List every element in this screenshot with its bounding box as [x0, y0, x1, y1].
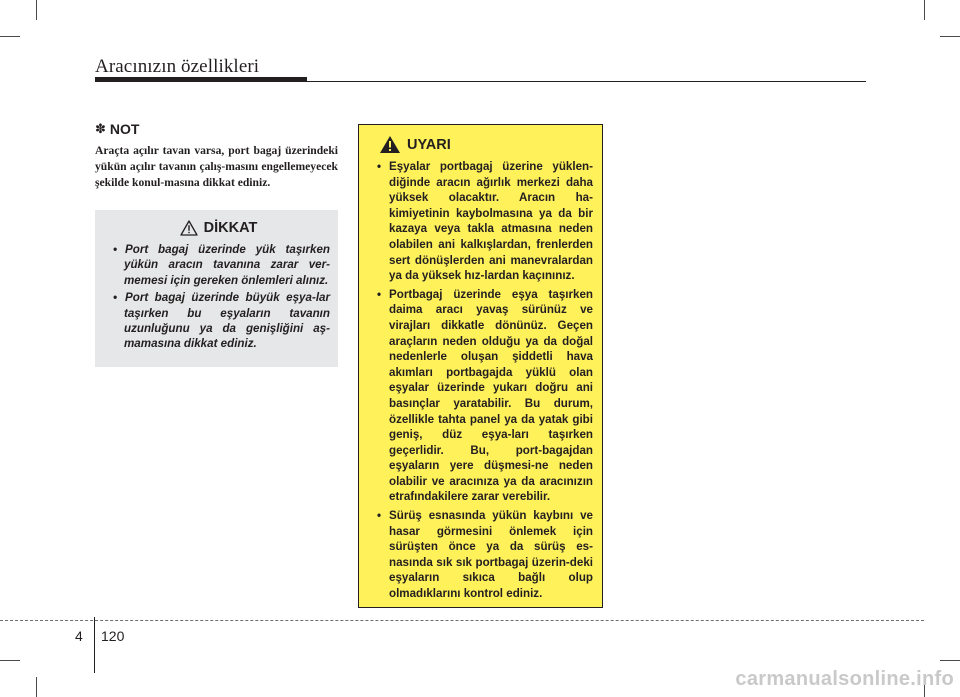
crop-mark: [36, 677, 37, 697]
caution-heading-label: DİKKAT: [203, 220, 258, 236]
crop-mark: [924, 0, 925, 20]
footer-dotted-rule: [0, 620, 924, 621]
caution-box: [95, 210, 338, 367]
crop-mark: [940, 36, 960, 37]
crop-mark: [36, 0, 37, 20]
warning-heading: [369, 135, 593, 154]
footer-divider: [94, 617, 95, 673]
list-item: [369, 287, 593, 505]
list-item: [107, 290, 330, 352]
warning-box: [358, 124, 603, 608]
bullet: •: [377, 160, 382, 173]
bullet: •: [377, 287, 382, 301]
list-item-text: Sürüş esnasında yükün kaybını ve hasar görmesini önlemek için sürüşten önce ya da sürüş es-nasında sık sık portbagaj üzerin-deki eşyaların sıkıca bağlı olup olmadıklarını kontrol ediniz.: [389, 509, 593, 601]
list-item-text: Eşyalar portbagaj üzerine yüklen-diğinde aracın ağırlık merkezi daha yüksek olacaktır. Aracın ha-kimiyetinin kaybolmasına ya da bir kazaya veya takla atmasına neden olabilen ani kalkışlardan, frenlerden sert dönüşlerden ani manevralardan ya da yüksek hız-lardan kaçınınız.: [389, 160, 593, 283]
note-body: Araçta açılır tavan varsa, port bagaj üzerindeki yükün açılır tavanın çalış-masını engellemeyecek şekilde konul-masına dikkat ediniz.: [95, 144, 338, 190]
warning-list: [369, 159, 593, 602]
caution-list: [107, 242, 330, 352]
list-item-text: Port bagaj üzerinde büyük eşya-lar taşırken bu eşyaların tavanın uzunluğunu ya da genişliğini aş-mamasına dikkat ediniz.: [124, 291, 330, 351]
list-item: [369, 508, 593, 602]
section-number: 4: [75, 628, 83, 644]
page-number: 120: [101, 628, 125, 644]
crop-mark: [940, 660, 960, 661]
note-block: [95, 121, 338, 192]
watermark: carmanualsonline.info: [735, 668, 954, 690]
asterisk-icon: ✽: [95, 121, 106, 136]
list-item: [369, 159, 593, 284]
section-title: Aracınızın özellikleri: [95, 56, 260, 77]
note-heading: [95, 121, 338, 137]
bullet: •: [113, 291, 118, 305]
list-item-text: Port bagaj üzerinde yük taşırken yükün aracın tavanına zarar ver-memesi için gereken önlemleri alınız.: [124, 243, 330, 287]
bullet: •: [113, 243, 118, 256]
header-rule-thick: [95, 77, 307, 82]
list-item-text: Portbagaj üzerinde eşya taşırken daima aracı yavaş sürünüz ve virajları dikkatle dönünüz. Geçen araçların neden olduğu ya da doğal nedenlerle oluşan şiddetli hava akımları portbagajda yüklü olan eşyalar üzerinde yukarı doğru ani basınçlar yaratabilir. Bu durum, özellikle tahta panel ya da yatak gibi geniş, düz eşya-ları taşırken geçerlidir. Bu, port-bagajdan eşyaların yere düşmesi-ne neden olabilir ve aracınıza ya da aracınızın etrafındakilere zarar verebilir.: [389, 287, 593, 504]
bullet: •: [377, 509, 382, 523]
note-heading-label: NOT: [109, 121, 140, 137]
warning-triangle-icon: [379, 135, 401, 154]
list-item: [107, 242, 330, 288]
caution-heading: [107, 220, 330, 236]
warning-triangle-icon: [180, 220, 198, 236]
crop-mark: [0, 36, 20, 37]
warning-heading-label: UYARI: [407, 136, 451, 153]
header-rule-thin: [307, 81, 866, 82]
crop-mark: [0, 660, 20, 661]
